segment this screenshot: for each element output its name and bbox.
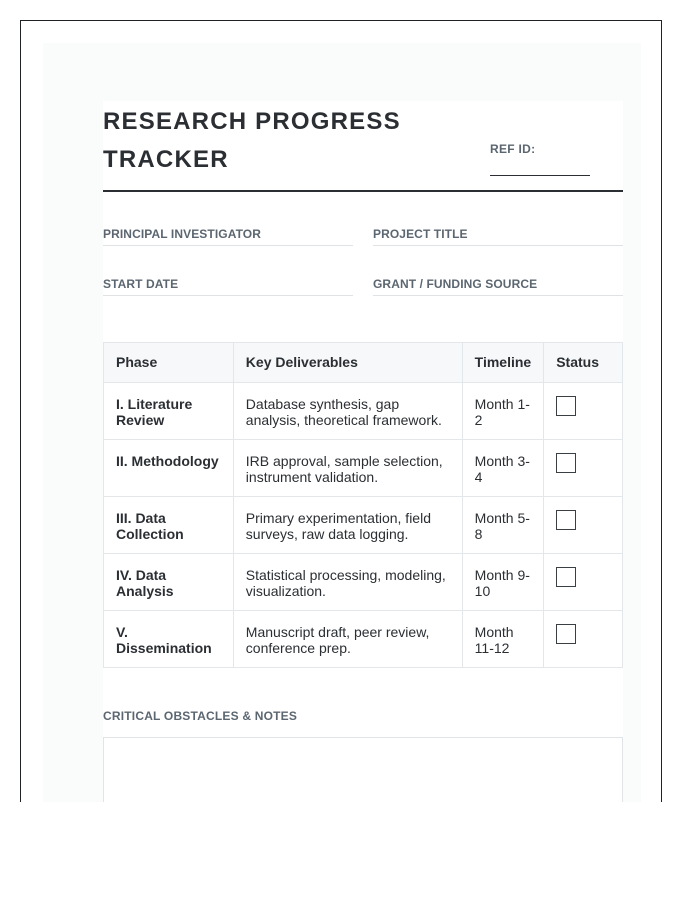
funding-source-label: GRANT / FUNDING SOURCE <box>373 277 538 291</box>
project-title-field[interactable] <box>373 220 623 246</box>
phase-cell: III. Data Collection <box>104 497 234 554</box>
column-header-timeline: Timeline <box>462 343 544 383</box>
principal-investigator-field[interactable] <box>103 220 353 246</box>
status-checkbox[interactable] <box>556 624 576 644</box>
status-cell <box>544 554 623 611</box>
status-checkbox[interactable] <box>556 567 576 587</box>
ref-id-field[interactable] <box>490 175 590 176</box>
phase-cell: I. Literature Review <box>104 383 234 440</box>
table-row <box>104 554 623 611</box>
document-frame <box>20 20 662 802</box>
status-checkbox[interactable] <box>556 453 576 473</box>
table-row <box>104 383 623 440</box>
phase-cell: V. Dissemination <box>104 611 234 668</box>
title-divider <box>103 190 623 192</box>
status-checkbox[interactable] <box>556 396 576 416</box>
timeline-cell: Month 1-2 <box>462 383 544 440</box>
document-paper <box>43 43 641 802</box>
notes-textarea[interactable] <box>103 737 623 802</box>
tracker-sheet <box>103 101 623 802</box>
phase-cell: IV. Data Analysis <box>104 554 234 611</box>
start-date-field[interactable] <box>103 270 353 296</box>
status-cell <box>544 383 623 440</box>
table-row <box>104 497 623 554</box>
page-title-line-1: RESEARCH PROGRESS <box>103 108 401 135</box>
column-header-status: Status <box>544 343 623 383</box>
deliverables-cell: Primary experimentation, field surveys, raw data logging. <box>233 497 462 554</box>
timeline-cell: Month 11-12 <box>462 611 544 668</box>
table-header-row <box>104 343 623 383</box>
phase-cell: II. Methodology <box>104 440 234 497</box>
status-cell <box>544 440 623 497</box>
page-title <box>103 103 433 179</box>
progress-table <box>103 342 623 668</box>
project-title-label: PROJECT TITLE <box>373 227 468 241</box>
deliverables-cell: Manuscript draft, peer review, conference prep. <box>233 611 462 668</box>
principal-investigator-label: PRINCIPAL INVESTIGATOR <box>103 227 261 241</box>
ref-id-label: REF ID: <box>490 142 536 156</box>
status-checkbox[interactable] <box>556 510 576 530</box>
page-title-line-2: TRACKER <box>103 146 229 173</box>
funding-source-field[interactable] <box>373 270 623 296</box>
start-date-label: START DATE <box>103 277 179 291</box>
timeline-cell: Month 3-4 <box>462 440 544 497</box>
timeline-cell: Month 9-10 <box>462 554 544 611</box>
status-cell <box>544 497 623 554</box>
deliverables-cell: IRB approval, sample selection, instrument validation. <box>233 440 462 497</box>
table-row <box>104 440 623 497</box>
timeline-cell: Month 5-8 <box>462 497 544 554</box>
deliverables-cell: Database synthesis, gap analysis, theoretical framework. <box>233 383 462 440</box>
deliverables-cell: Statistical processing, modeling, visualization. <box>233 554 462 611</box>
column-header-phase: Phase <box>104 343 234 383</box>
table-row <box>104 611 623 668</box>
column-header-deliverables: Key Deliverables <box>233 343 462 383</box>
status-cell <box>544 611 623 668</box>
notes-label: CRITICAL OBSTACLES & NOTES <box>103 709 298 723</box>
